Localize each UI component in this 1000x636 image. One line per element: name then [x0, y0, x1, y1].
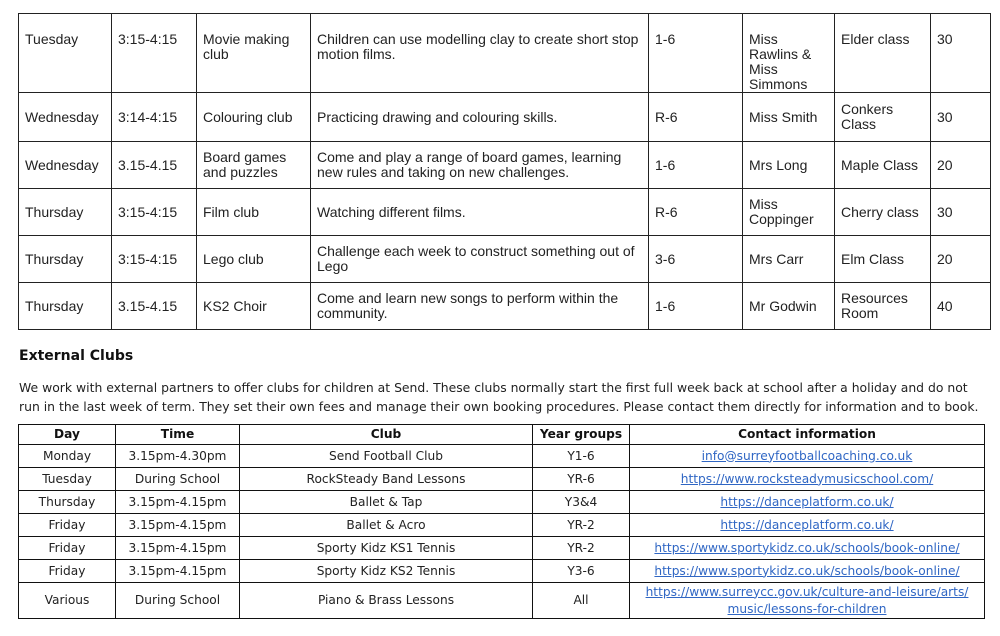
external-time: 3.15pm-4.30pm — [116, 445, 240, 468]
club-years: 1-6 — [649, 14, 743, 93]
external-day: Friday — [19, 514, 116, 537]
external-club: Send Football Club — [240, 445, 533, 468]
club-description: Come and play a range of board games, learning new rules and taking on new challenges. — [311, 142, 649, 189]
external-years: Y1-6 — [533, 445, 630, 468]
club-years: 1-6 — [649, 283, 743, 330]
external-contact — [630, 583, 985, 619]
club-location: Resources Room — [835, 283, 931, 330]
club-time: 3:14-4:15 — [112, 93, 197, 142]
club-places: 20 — [931, 236, 991, 283]
club-staff: Mrs Carr — [743, 236, 835, 283]
external-clubs-intro: We work with external partners to offer clubs for children at Send. These clubs normally start the first full week back at school after a holiday and do not run in the last week of term. They set their own fees and manage their own booking procedures. Please contact them directly for information and to book. — [19, 380, 979, 414]
external-club-row — [19, 491, 985, 514]
external-years: YR-2 — [533, 514, 630, 537]
club-club: Film club — [197, 189, 311, 236]
club-time: 3.15-4.15 — [112, 142, 197, 189]
club-places: 30 — [931, 189, 991, 236]
external-club-row — [19, 560, 985, 583]
contact-link[interactable]: https://www.sportykidz.co.uk/schools/book-online/ — [654, 563, 960, 578]
club-day: Wednesday — [19, 93, 112, 142]
external-clubs-heading: External Clubs — [19, 348, 134, 364]
external-club: Sporty Kidz KS2 Tennis — [240, 560, 533, 583]
contact-link[interactable]: https://danceplatform.co.uk/ — [720, 517, 894, 532]
club-club: Board games and puzzles — [197, 142, 311, 189]
club-location: Maple Class — [835, 142, 931, 189]
external-time: 3.15pm-4.15pm — [116, 491, 240, 514]
external-contact — [630, 537, 985, 560]
club-row — [19, 189, 991, 236]
external-club-row — [19, 468, 985, 491]
external-time: 3.15pm-4.15pm — [116, 537, 240, 560]
club-location: Conkers Class — [835, 93, 931, 142]
club-places: 30 — [931, 93, 991, 142]
club-description: Practicing drawing and colouring skills. — [311, 93, 649, 142]
external-contact — [630, 514, 985, 537]
external-time: 3.15pm-4.15pm — [116, 560, 240, 583]
club-description: Challenge each week to construct something out of Lego — [311, 236, 649, 283]
club-club: Colouring club — [197, 93, 311, 142]
club-time: 3.15-4.15 — [112, 283, 197, 330]
header-year-groups: Year groups — [533, 425, 630, 445]
club-years: 1-6 — [649, 142, 743, 189]
external-years: Y3-6 — [533, 560, 630, 583]
school-clubs-table — [18, 13, 991, 330]
club-row — [19, 142, 991, 189]
club-places: 20 — [931, 142, 991, 189]
club-row — [19, 14, 991, 93]
club-years: 3-6 — [649, 236, 743, 283]
external-day: Monday — [19, 445, 116, 468]
external-club: Piano & Brass Lessons — [240, 583, 533, 619]
club-staff: Mrs Long — [743, 142, 835, 189]
header-day: Day — [19, 425, 116, 445]
external-contact — [630, 445, 985, 468]
external-contact — [630, 491, 985, 514]
external-time: 3.15pm-4.15pm — [116, 514, 240, 537]
external-time: During School — [116, 468, 240, 491]
external-years: All — [533, 583, 630, 619]
external-years: YR-2 — [533, 537, 630, 560]
club-description: Watching different films. — [311, 189, 649, 236]
club-location: Cherry class — [835, 189, 931, 236]
club-day: Tuesday — [19, 14, 112, 93]
club-day: Thursday — [19, 189, 112, 236]
external-contact — [630, 560, 985, 583]
club-years: R-6 — [649, 93, 743, 142]
contact-link[interactable]: https://www.rocksteadymusicschool.com/ — [680, 471, 934, 486]
club-day: Wednesday — [19, 142, 112, 189]
contact-link[interactable]: info@surreyfootballcoaching.co.uk — [701, 448, 913, 463]
club-years: R-6 — [649, 189, 743, 236]
header-club: Club — [240, 425, 533, 445]
contact-link[interactable]: https://www.surreycc.gov.uk/culture-and-leisure/arts/ — [645, 584, 969, 599]
club-day: Thursday — [19, 236, 112, 283]
contact-link[interactable]: https://danceplatform.co.uk/ — [720, 494, 894, 509]
club-location: Elm Class — [835, 236, 931, 283]
club-club: KS2 Choir — [197, 283, 311, 330]
club-places: 40 — [931, 283, 991, 330]
club-club: Lego club — [197, 236, 311, 283]
club-time: 3:15-4:15 — [112, 236, 197, 283]
external-contact — [630, 468, 985, 491]
external-day: Various — [19, 583, 116, 619]
external-clubs-table — [18, 424, 985, 619]
contact-link[interactable]: music/lessons-for-children — [727, 601, 887, 616]
club-row — [19, 93, 991, 142]
external-day: Friday — [19, 537, 116, 560]
external-club: RockSteady Band Lessons — [240, 468, 533, 491]
external-club: Ballet & Tap — [240, 491, 533, 514]
external-club-row — [19, 445, 985, 468]
club-club: Movie making club — [197, 14, 311, 93]
external-club: Sporty Kidz KS1 Tennis — [240, 537, 533, 560]
contact-link[interactable]: https://www.sportykidz.co.uk/schools/book-online/ — [654, 540, 960, 555]
external-club-row — [19, 537, 985, 560]
club-description: Come and learn new songs to perform within the community. — [311, 283, 649, 330]
external-day: Tuesday — [19, 468, 116, 491]
header-row — [19, 425, 985, 445]
club-time: 3:15-4:15 — [112, 14, 197, 93]
club-time: 3:15-4:15 — [112, 189, 197, 236]
external-years: Y3&4 — [533, 491, 630, 514]
external-time: During School — [116, 583, 240, 619]
external-day: Thursday — [19, 491, 116, 514]
external-club-row — [19, 514, 985, 537]
club-staff: Mr Godwin — [743, 283, 835, 330]
club-row — [19, 236, 991, 283]
club-day: Thursday — [19, 283, 112, 330]
header-contact: Contact information — [630, 425, 985, 445]
external-day: Friday — [19, 560, 116, 583]
club-row — [19, 283, 991, 330]
club-location: Elder class — [835, 14, 931, 93]
club-places: 30 — [931, 14, 991, 93]
club-staff: Miss Coppinger — [743, 189, 835, 236]
club-description: Children can use modelling clay to create short stop motion films. — [311, 14, 649, 93]
external-club: Ballet & Acro — [240, 514, 533, 537]
club-staff: Miss Rawlins & Miss Simmons — [743, 14, 835, 93]
club-staff: Miss Smith — [743, 93, 835, 142]
external-club-row — [19, 583, 985, 619]
header-time: Time — [116, 425, 240, 445]
external-years: YR-6 — [533, 468, 630, 491]
